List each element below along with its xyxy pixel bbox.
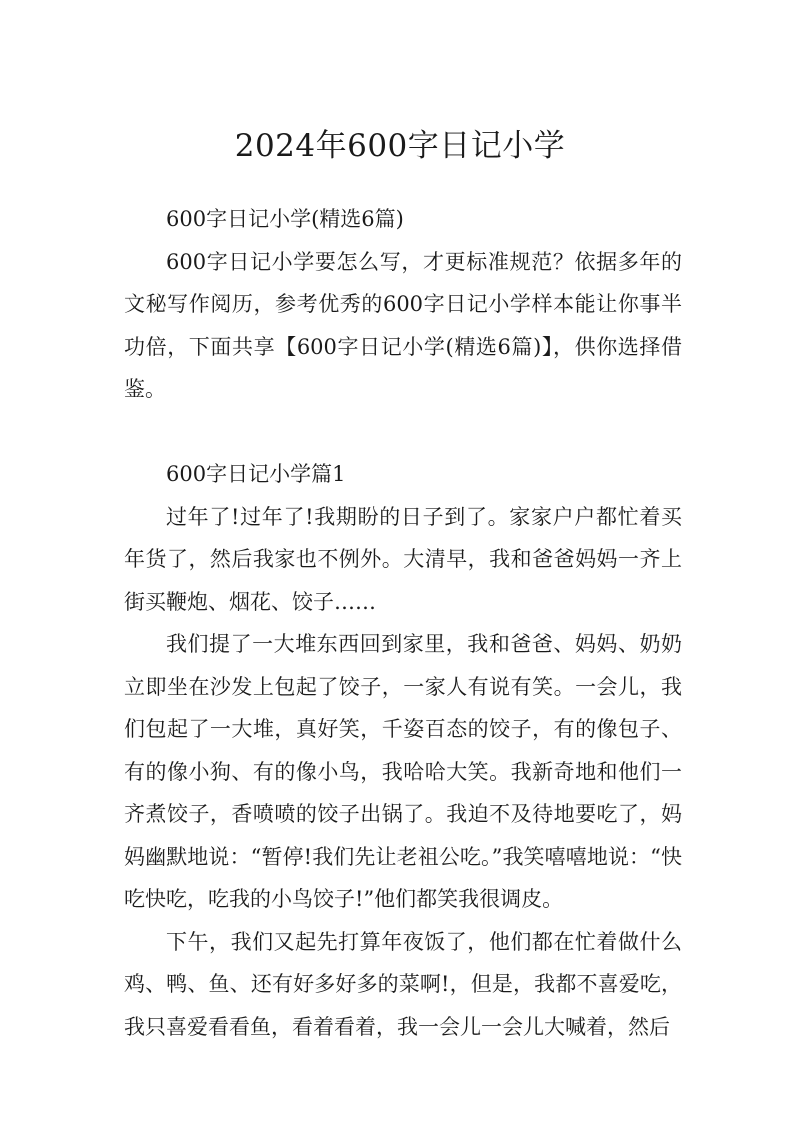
body-paragraph: 过年了!过年了!我期盼的日子到了。家家户户都忙着买年货了，然后我家也不例外。大清早，我和爸爸妈妈一齐上街买鞭炮、烟花、饺子…… bbox=[124, 504, 682, 614]
document-title: 2024年600字日记小学 bbox=[234, 128, 566, 164]
intro-paragraph: 600字日记小学要怎么写，才更标准规范？依据多年的文秘写作阅历，参考优秀的600字日记小学样本能让你事半功倍，下面共享【600字日记小学(精选6篇)】，供你选择借鉴。 bbox=[124, 249, 682, 401]
section-heading: 600字日记小学篇1 bbox=[166, 462, 346, 486]
document-body bbox=[124, 198, 682, 1048]
spacer bbox=[124, 411, 682, 454]
body-paragraph: 下午，我们又起先打算年夜饭了，他们都在忙着做什么鸡、鸭、鱼、还有好多好多的菜啊!，但是，我都不喜爱吃，我只喜爱看看鱼，看着看着，我一会儿一会儿大喊着，然后 bbox=[124, 929, 682, 1039]
subtitle: 600字日记小学(精选6篇) bbox=[166, 207, 404, 231]
body-paragraph: 我们提了一大堆东西回到家里，我和爸爸、妈妈、奶奶立即坐在沙发上包起了饺子，一家人有说有笑。一会儿，我们包起了一大堆，真好笑，千姿百态的饺子，有的像包子、有的像小狗、有的像小鸟，我哈哈大笑。我新奇地和他们一齐煮饺子，香喷喷的饺子出锅了。我迫不及待地要吃了，妈妈幽默地说：“暂停!我们先让老祖公吃。”我笑嘻嘻地说：“快吃快吃，吃我的小鸟饺子!”他们都笑我很调皮。 bbox=[124, 632, 682, 911]
